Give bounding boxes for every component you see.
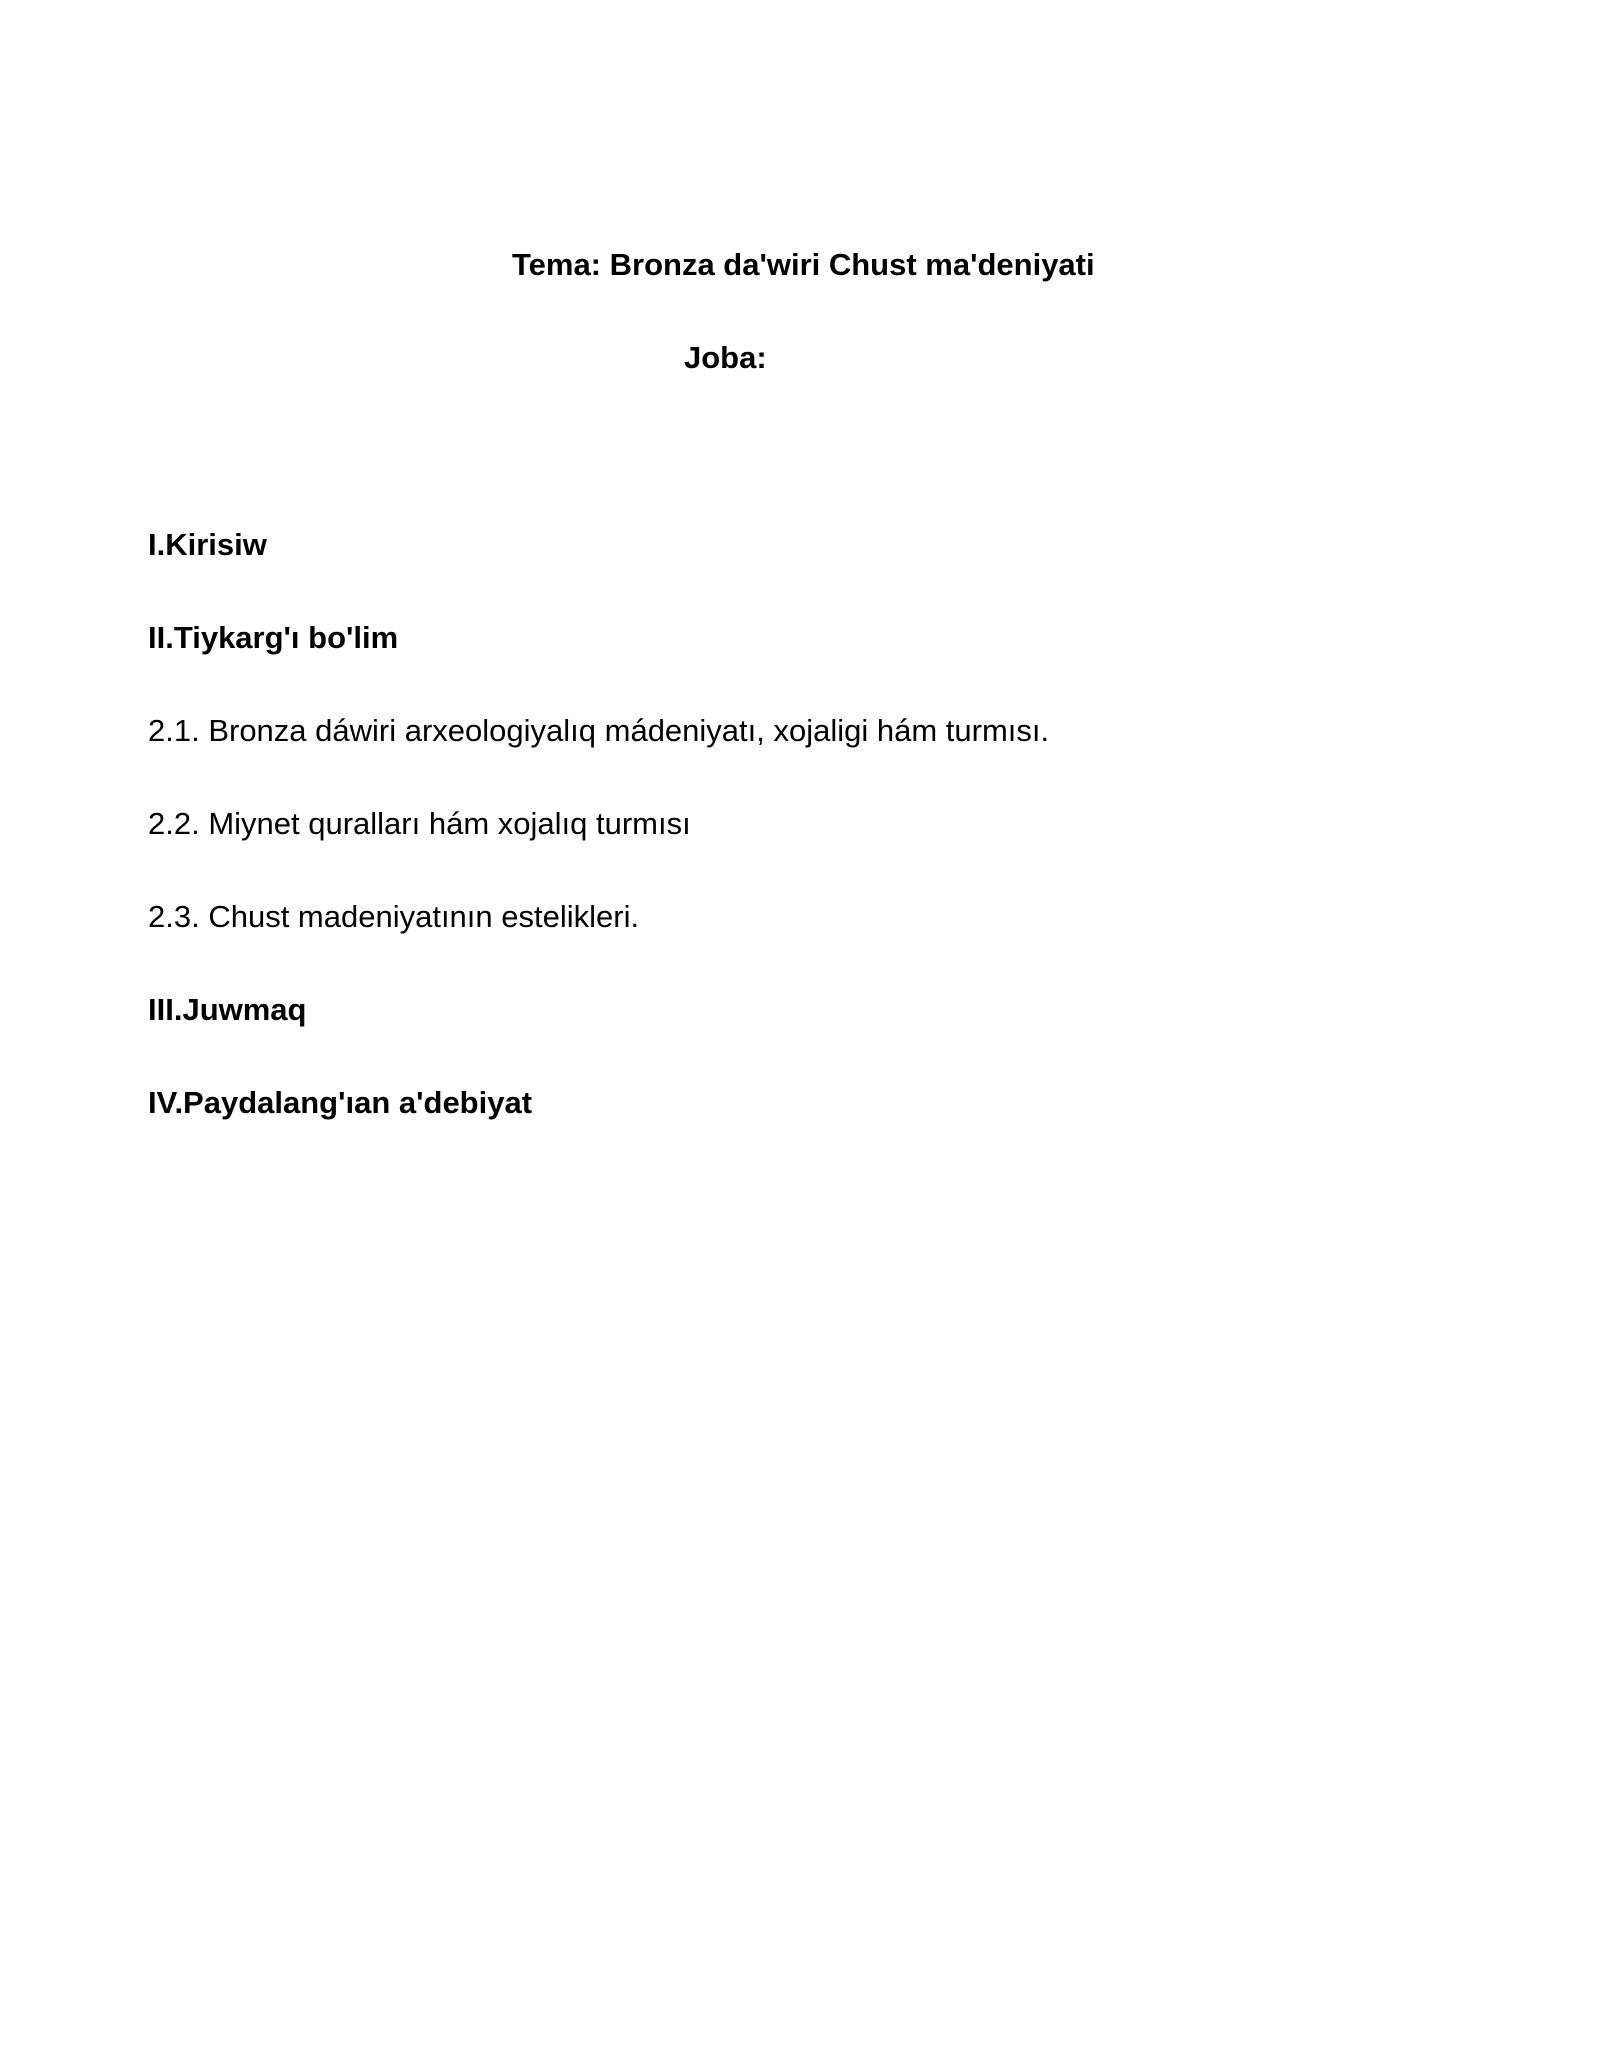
outline-subitem-2-2: 2.2. Miynet quralları hám xojalıq turmısı <box>148 806 691 841</box>
outline-subitem-2-1: 2.1. Bronza dáwiri arxeologiyalıq mádeniyatı, xojaligi hám turmısı. <box>148 713 1050 748</box>
outline-subitem-2-3: 2.3. Chust madeniyatının estelikleri. <box>148 899 640 934</box>
plan-heading: Joba: <box>684 340 767 375</box>
document-title: Tema: Bronza da'wiri Chust ma'deniyati <box>512 247 1095 282</box>
outline-item-references: IV.Paydalang'ıan a'debiyat <box>148 1085 533 1120</box>
outline-item-conclusion: III.Juwmaq <box>148 992 307 1027</box>
outline-item-introduction: I.Kirisiw <box>148 527 267 562</box>
outline-item-main-part: II.Tiykarg'ı bo'lim <box>148 620 399 655</box>
